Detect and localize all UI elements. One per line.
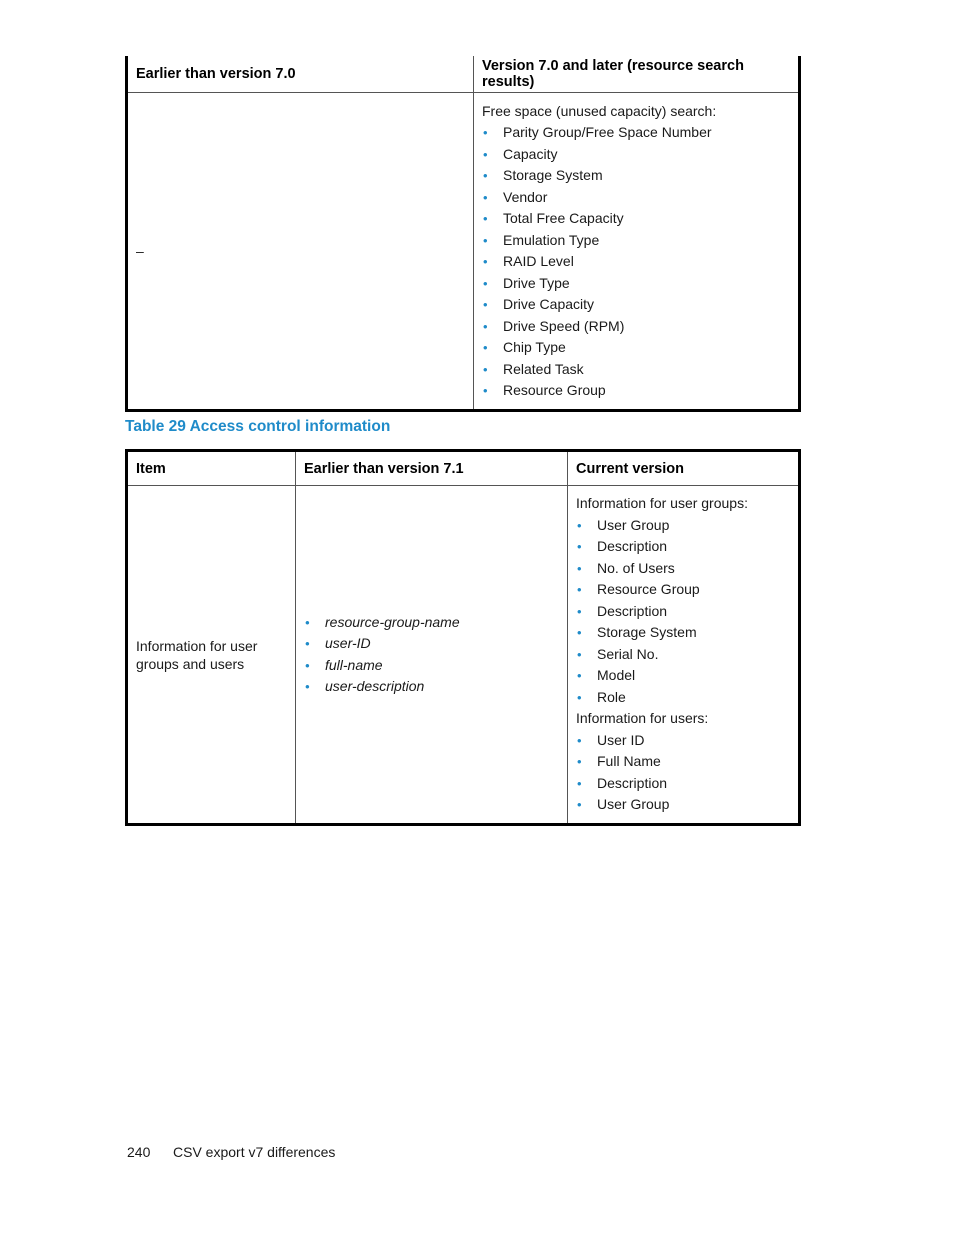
list-item-text: Emulation Type <box>503 231 600 248</box>
list-item <box>304 676 559 698</box>
free-space-field-list <box>482 122 790 402</box>
list-item-text: Role <box>597 688 626 705</box>
bullet-icon: • <box>305 614 310 630</box>
bullet-icon: • <box>483 361 488 377</box>
bullet-icon: • <box>483 275 488 291</box>
table-row <box>127 486 800 825</box>
earlier-field-list <box>304 612 559 698</box>
list-item <box>576 515 790 537</box>
list-item-text: User ID <box>597 731 645 748</box>
bullet-icon: • <box>577 603 582 619</box>
free-space-intro: Free space (unused capacity) search: <box>482 102 717 119</box>
page-number: 240 <box>127 1144 151 1160</box>
bullet-icon: • <box>577 775 582 791</box>
list-item <box>304 633 559 655</box>
access-control-table <box>125 449 801 826</box>
table-header-row <box>127 56 800 93</box>
list-item-text: Total Free Capacity <box>503 210 624 226</box>
list-item <box>482 294 790 316</box>
bullet-icon: • <box>483 383 488 398</box>
table-caption: Table 29 Access control information <box>125 418 391 435</box>
list-item <box>482 316 790 338</box>
section-title: CSV export v7 differences <box>173 1144 336 1160</box>
list-item-text: Drive Capacity <box>503 296 595 312</box>
list-item-text: Drive Speed (RPM) <box>503 317 625 334</box>
list-item-text: User Group <box>597 796 670 813</box>
list-item <box>482 165 790 187</box>
bullet-icon: • <box>483 340 488 355</box>
bullet-icon: • <box>577 732 582 748</box>
bullet-icon: • <box>483 189 488 205</box>
bullet-icon: • <box>577 689 582 705</box>
list-item-text: Serial No. <box>597 645 659 662</box>
list-item <box>576 687 790 709</box>
current-version-cell <box>474 93 800 411</box>
earlier-version-cell <box>296 486 568 825</box>
list-item <box>576 558 790 580</box>
list-item-text: Parity Group/Free Space Number <box>503 124 712 140</box>
list-item-text: Resource Group <box>503 382 606 398</box>
bullet-icon: • <box>305 657 310 673</box>
user-groups-intro: Information for user groups: <box>576 495 748 512</box>
bullet-icon: • <box>577 539 582 555</box>
list-item <box>576 622 790 644</box>
list-item <box>482 359 790 381</box>
list-item <box>576 794 790 816</box>
list-item <box>482 187 790 209</box>
bullet-icon: • <box>483 146 488 162</box>
item-cell <box>127 486 296 825</box>
list-item-text: Vendor <box>503 188 548 205</box>
bullet-icon: • <box>577 517 582 533</box>
list-item-text: Capacity <box>503 145 558 162</box>
column-header: Current version <box>568 451 800 486</box>
bullet-icon: • <box>483 168 488 183</box>
users-intro: Information for users: <box>576 710 709 727</box>
list-item-text: full-name <box>325 656 383 673</box>
bullet-icon: • <box>305 636 310 651</box>
table-row <box>127 93 800 411</box>
list-item-text: Storage System <box>503 167 603 183</box>
bullet-icon: • <box>483 254 488 269</box>
column-header: Earlier than version 7.1 <box>296 451 568 486</box>
bullet-icon: • <box>483 125 488 140</box>
list-item <box>482 273 790 295</box>
list-item-text: Description <box>597 774 668 791</box>
list-item-text: user-description <box>325 678 425 694</box>
resource-search-table <box>125 56 801 412</box>
list-item <box>576 579 790 601</box>
bullet-icon: • <box>577 646 582 662</box>
table-header-row <box>127 451 800 486</box>
list-item <box>482 122 790 144</box>
column-header: Version 7.0 and later (resource search results) <box>474 56 800 93</box>
list-item-text: resource-group-name <box>325 613 460 630</box>
list-item-text: Related Task <box>503 360 584 377</box>
list-item <box>576 665 790 687</box>
bullet-icon: • <box>483 318 488 334</box>
bullet-icon: • <box>483 232 488 248</box>
list-item <box>576 536 790 558</box>
current-version-cell <box>568 486 800 825</box>
list-item-text: Model <box>597 667 636 684</box>
list-item-text: Description <box>597 602 668 619</box>
column-header: Item <box>127 451 296 486</box>
list-item <box>482 208 790 230</box>
list-item-text: RAID Level <box>503 253 574 269</box>
bullet-icon: • <box>305 679 310 694</box>
user-groups-field-list <box>576 515 790 709</box>
list-item <box>576 773 790 795</box>
list-item-text: Storage System <box>597 624 697 641</box>
list-item <box>576 601 790 623</box>
list-item-text: Full Name <box>597 753 661 770</box>
list-item <box>482 230 790 252</box>
bullet-icon: • <box>577 754 582 770</box>
bullet-icon: • <box>483 211 488 226</box>
list-item-text: Description <box>597 538 668 555</box>
list-item-text: user-ID <box>325 635 371 651</box>
bullet-icon: • <box>577 560 582 576</box>
dash-value: – <box>136 243 144 259</box>
list-item <box>482 380 790 402</box>
list-item-text: No. of Users <box>597 559 675 576</box>
page-footer <box>127 1144 335 1160</box>
list-item <box>482 251 790 273</box>
bullet-icon: • <box>577 625 582 641</box>
list-item-text: User Group <box>597 516 670 533</box>
list-item <box>576 644 790 666</box>
list-item <box>304 612 559 634</box>
bullet-icon: • <box>577 797 582 813</box>
list-item-text: Drive Type <box>503 274 570 291</box>
bullet-icon: • <box>577 668 582 684</box>
bullet-icon: • <box>577 582 582 598</box>
users-field-list <box>576 730 790 816</box>
earlier-version-cell <box>127 93 474 411</box>
list-item <box>304 655 559 677</box>
list-item <box>576 751 790 773</box>
column-header: Earlier than version 7.0 <box>127 56 474 93</box>
list-item-text: Resource Group <box>597 581 700 598</box>
list-item-text: Chip Type <box>503 339 566 355</box>
list-item <box>576 730 790 752</box>
list-item <box>482 337 790 359</box>
list-item <box>482 144 790 166</box>
bullet-icon: • <box>483 297 488 312</box>
item-label: Information for user groups and users <box>136 637 258 672</box>
